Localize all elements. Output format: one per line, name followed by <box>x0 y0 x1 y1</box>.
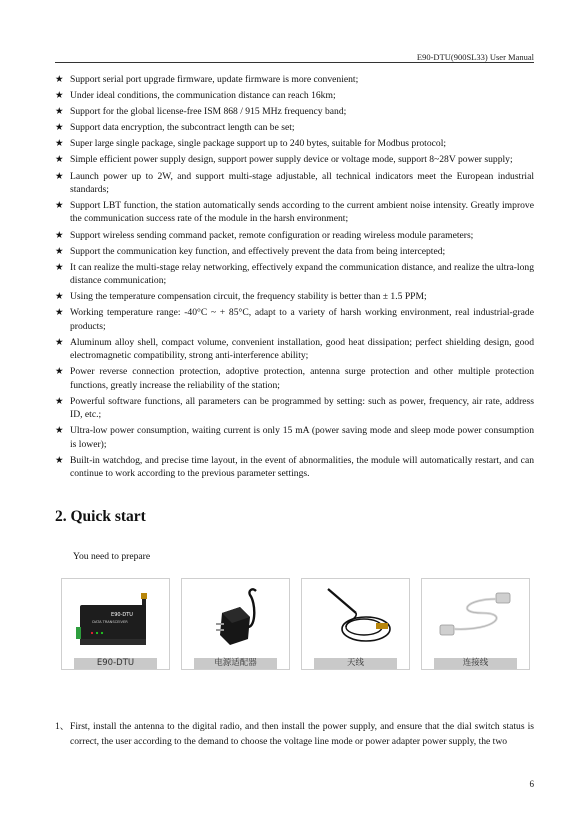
feature-text: Simple efficient power supply design, support power supply device or voltage mode, support 8~28V power supply; <box>70 154 513 166</box>
star-bullet-icon: ★ <box>55 307 64 319</box>
step-number: 1、 <box>55 721 70 732</box>
feature-item <box>55 73 534 86</box>
product-card-dtu <box>61 578 170 670</box>
feature-item <box>55 454 534 481</box>
star-bullet-icon: ★ <box>55 229 64 241</box>
star-bullet-icon: ★ <box>55 261 64 273</box>
header-rule <box>55 62 534 63</box>
product-card-power-adapter <box>181 578 290 670</box>
star-bullet-icon: ★ <box>55 395 64 407</box>
feature-item <box>55 170 534 197</box>
star-bullet-icon: ★ <box>55 425 64 437</box>
star-bullet-icon: ★ <box>55 74 64 85</box>
product-card-serial-cable <box>421 578 530 670</box>
feature-item <box>55 105 534 118</box>
antenna-icon <box>306 583 405 655</box>
feature-text: Support the communication key function, and effectively prevent the data from being intercepted; <box>70 245 446 257</box>
feature-item <box>55 290 534 303</box>
feature-text: Support serial port upgrade firmware, update firmware is more convenient; <box>70 74 359 85</box>
step-text: First, install the antenna to the digital radio, and then install the power supply, and ensure that the dial switch status is correct, the user according to the demand to choose the voltage line mode or power adapter power supply, the two <box>70 721 534 747</box>
feature-text: Powerful software functions, all parameters can be programmed by setting: such as power, frequency, air rate, address ID, etc.; <box>70 395 534 421</box>
step-item <box>55 719 534 749</box>
feature-item <box>55 229 534 242</box>
device-model-text: E90-DTU <box>111 612 133 618</box>
feature-item <box>55 261 534 288</box>
feature-text: It can realize the multi-stage relay networking, effectively expand the communication distance, and realize the ultra-long distance communication; <box>70 261 534 287</box>
feature-item <box>55 137 534 150</box>
section-title: 2. Quick start <box>55 508 146 525</box>
feature-text: Built-in watchdog, and precise time layout, in the event of abnormalities, the module will automatically restart, and can continue to work according to the previous parameter settings. <box>70 454 534 480</box>
power-adapter-icon <box>186 583 285 655</box>
feature-item <box>55 306 534 333</box>
star-bullet-icon: ★ <box>55 336 64 348</box>
feature-text: Launch power up to 2W, and support multi-stage adjustable, all technical indicators meet the European industrial standards; <box>70 170 534 195</box>
star-bullet-icon: ★ <box>55 90 64 102</box>
product-label: 连接线 <box>434 658 517 669</box>
star-bullet-icon: ★ <box>55 170 64 182</box>
star-bullet-icon: ★ <box>55 291 64 303</box>
star-bullet-icon: ★ <box>55 245 64 257</box>
feature-text: Working temperature range: -40°C ~ + 85°C, adapt to a variety of harsh working environment, real industrial-grade products; <box>70 307 534 332</box>
feature-list <box>55 73 534 483</box>
feature-item <box>55 153 534 166</box>
product-label: 电源适配器 <box>194 658 277 669</box>
feature-text: Support wireless sending command packet, remote configuration or reading wireless module parameters; <box>70 229 474 241</box>
header-title: E90-DTU(900SL33) User Manual <box>416 52 534 62</box>
star-bullet-icon: ★ <box>55 454 64 466</box>
feature-text: Support LBT function, the station automatically sends according to the current ambient noise intensity. Greatly improve the communication success rate of the module in the harsh environment; <box>70 200 534 225</box>
feature-text: Under ideal conditions, the communication distance can reach 16km; <box>70 90 336 102</box>
prepare-text: You need to prepare <box>73 551 151 562</box>
feature-item <box>55 199 534 226</box>
page-number: 6 <box>529 779 534 789</box>
product-label: E90-DTU <box>74 658 157 669</box>
star-bullet-icon: ★ <box>55 122 64 134</box>
product-card-antenna <box>301 578 410 670</box>
feature-text: Super large single package, single package support up to 240 bytes, suitable for Modbus protocol; <box>70 138 447 150</box>
star-bullet-icon: ★ <box>55 154 64 166</box>
star-bullet-icon: ★ <box>55 200 64 212</box>
product-gallery <box>61 578 530 670</box>
feature-item <box>55 365 534 392</box>
feature-text: Power reverse connection protection, adoptive protection, antenna surge protection and other multiple protection functions, greatly increase the reliability of the station; <box>70 366 534 391</box>
feature-text: Support for the global license-free ISM 868 / 915 MHz frequency band; <box>70 106 347 118</box>
feature-item <box>55 245 534 258</box>
star-bullet-icon: ★ <box>55 138 64 150</box>
feature-item <box>55 89 534 102</box>
star-bullet-icon: ★ <box>55 106 64 118</box>
feature-text: Support data encryption, the subcontract length can be set; <box>70 122 295 134</box>
serial-cable-icon <box>426 583 525 655</box>
product-label: 天线 <box>314 658 397 669</box>
feature-item <box>55 424 534 451</box>
feature-text: Using the temperature compensation circuit, the frequency stability is better than ± 1.5 PPM; <box>70 291 427 303</box>
feature-item <box>55 395 534 422</box>
feature-item <box>55 336 534 363</box>
device-subtitle-text: DATA TRANSCEIVER <box>92 620 128 624</box>
feature-text: Aluminum alloy shell, compact volume, convenient installation, good heat dissipation; perfect shielding design, good electromagnetic compatibility, strong anti-interference ability; <box>70 336 534 362</box>
feature-item <box>55 121 534 134</box>
star-bullet-icon: ★ <box>55 366 64 378</box>
feature-text: Ultra-low power consumption, waiting current is only 15 mA (power saving mode and sleep mode power consumption is lower); <box>70 425 534 450</box>
dtu-device-icon <box>66 583 165 655</box>
